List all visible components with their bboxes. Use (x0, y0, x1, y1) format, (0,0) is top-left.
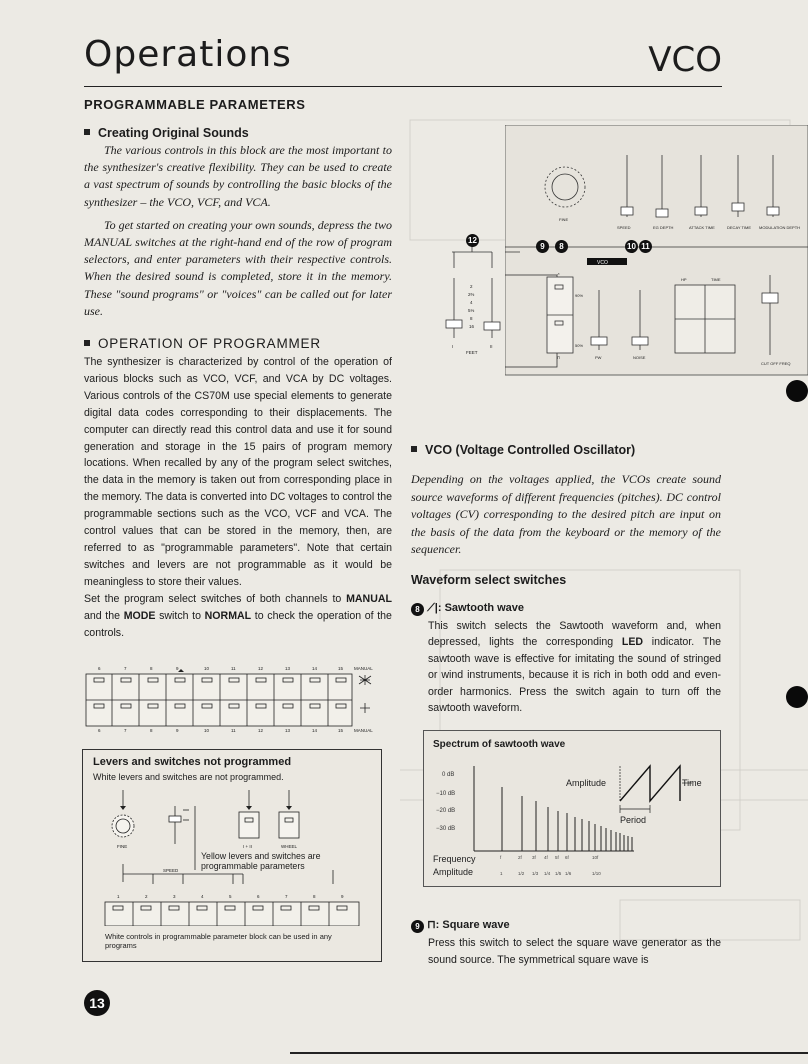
panel-pct-90: 90% (575, 293, 584, 298)
db-label: 0 dB (442, 772, 455, 778)
feet-roman-i: I (452, 344, 454, 349)
box-title: Levers and switches not programmed (93, 756, 292, 768)
waveform-period-label: Period (620, 815, 647, 825)
frequency-row-label: Frequency (433, 854, 476, 864)
not-programmed-box (82, 749, 382, 962)
callout-10: 10 (625, 240, 638, 253)
grid-top-number: 10 (204, 666, 210, 671)
square-number-badge: 9 (411, 920, 424, 933)
header-rule (84, 86, 722, 87)
amp-value: 1 (500, 871, 503, 876)
grid-top-number: 11 (231, 666, 236, 671)
sawtooth-icon: ⟋|: (427, 601, 442, 614)
vco-paragraph: Depending on the voltages applied, the VCOs create sound source waveforms of different frequencies (pitches). DC control voltages (CV) corresponding to the desired pitch are input on the basis of the data from the keyboard or the memory of the sequencer. (411, 472, 721, 556)
grid-bottom-number: 15 (338, 728, 344, 733)
grid-top-number: 9 (176, 666, 179, 671)
box-row-number: 9 (341, 894, 344, 899)
panel-saw-label: ⩘ (557, 271, 560, 276)
panel-pw-label: PW (595, 355, 602, 360)
box-yellow-note: Yellow levers and switches are programmable parameters (201, 851, 321, 871)
right-column (411, 443, 721, 717)
creating-paragraph-1: The various controls in this block are the most important to the synthesizer's creative flexibility. They can be used to create a vast spectrum of sounds by controlling the basic blocks of the synthesizer – the VCO, VCF, and VCA. (84, 143, 392, 209)
panel-cutoff-label: CUT OFF FREQ (761, 361, 791, 366)
panel-vco-label: VCO (597, 260, 608, 266)
box-wheel-label: WHEEL (281, 844, 298, 849)
box-subtitle: White levers and switches are not programmed. (93, 772, 284, 782)
edge-tab-marker (786, 686, 808, 708)
panel-mod-label: MODULATION DEPTH (759, 225, 801, 230)
db-label: −20 dB (436, 808, 456, 814)
page-number: 13 (84, 990, 110, 1016)
amp-value: 1/10 (592, 871, 601, 876)
amp-value: 1/5 (555, 871, 562, 876)
programmer-paragraph-2: Set the program select switches of both channels to MANUAL and the MODE switch to NORMAL to check the operation of the controls. (84, 592, 392, 639)
grid-bottom-number: 6 (98, 728, 101, 733)
grid-bottom-number: 8 (150, 728, 153, 733)
box-row-number: 3 (173, 894, 176, 899)
callout-11: 11 (639, 240, 652, 253)
grid-top-number: 8 (150, 666, 153, 671)
section-label: VCO (648, 40, 722, 80)
amp-value: 1/3 (532, 871, 539, 876)
grid-manual-label: MANUAL (354, 666, 373, 671)
programmer-heading: OPERATION OF PROGRAMMER (84, 336, 392, 351)
feet-roman-ii: II (490, 344, 493, 349)
panel-noise-label: NOISE (633, 355, 646, 360)
db-label: −10 dB (436, 791, 456, 797)
grid-bottom-number: 14 (312, 728, 318, 733)
panel-pct-50: 50% (575, 343, 584, 348)
box-speed-label: SPEED (163, 868, 179, 873)
feet-mark: 16 (469, 324, 475, 329)
grid-bottom-number: 9 (176, 728, 179, 733)
callout-9: 9 (536, 240, 549, 253)
grid-top-number: 13 (285, 666, 291, 671)
spectrum-chart (424, 751, 720, 886)
amp-value: 1/4 (544, 871, 551, 876)
freq-value: 10f (592, 855, 599, 860)
edge-tab-marker (786, 380, 808, 402)
saw-number-badge: 8 (411, 603, 424, 616)
grid-bottom-number: 11 (231, 728, 236, 733)
grid-top-number: 7 (124, 666, 127, 671)
amp-value: 1/6 (565, 871, 572, 876)
box-row-number: 4 (201, 894, 204, 899)
panel-fine-label: FINE (559, 217, 569, 222)
panel-decay-label: DECAY TIME (727, 225, 752, 230)
spectrum-title: Spectrum of sawtooth wave (433, 739, 566, 750)
grid-bottom-number: 7 (124, 728, 127, 733)
box-footer: White controls in programmable parameter block can be used in any programs (105, 932, 332, 950)
feet-slider-group (432, 228, 512, 358)
feet-label: FEET (466, 350, 478, 355)
freq-value: 6f (565, 855, 569, 860)
square-wave-icon: ⊓: (427, 919, 440, 931)
panel-speed-label: SPEED (617, 225, 631, 230)
freq-value: 4f (544, 855, 548, 860)
freq-value: 2f (518, 855, 522, 860)
amplitude-row-label: Amplitude (433, 867, 474, 877)
panel-attack-label: ATTACK TIME (689, 225, 715, 230)
box-row-number: 6 (257, 894, 260, 899)
saw-heading: 8 ⟋|: Sawtooth wave (411, 602, 721, 616)
section-title: PROGRAMMABLE PARAMETERS (84, 97, 306, 112)
grid-bottom-number: 12 (258, 728, 264, 733)
grid-arrow-icon (178, 669, 184, 672)
page-title: Operations (84, 34, 292, 75)
square-paragraph: Press this switch to select the square wave generator as the sound source. The symmetrical square wave is (428, 937, 721, 966)
square-heading: 9 ⊓: Square wave (411, 918, 721, 933)
creating-paragraph-2: To get started on creating your own sounds, depress the two MANUAL switches at the right-hand end of the row of program selectors, and enter parameters with their respective controls. When the desired sound is completed, store it in the memory. These "sound programs" or "voices" can be called out for later use. (84, 217, 392, 318)
grid-top-number: 12 (258, 666, 264, 671)
db-label: −30 dB (436, 826, 456, 832)
program-switch-grid (84, 664, 380, 734)
box-row-number: 7 (285, 894, 288, 899)
box-row-number: 1 (117, 894, 120, 899)
panel-time-label: TIME (711, 277, 721, 282)
square-section (411, 918, 721, 968)
box-row-number: 5 (229, 894, 232, 899)
saw-paragraph: This switch selects the Sawtooth waveform and, when depressed, lights the corresponding LED indicator. The sawtooth wave is effective for imitating the sound of stringed or wind instruments, because it is rich in both odd and even-order harmonics. Press the switch again to turn off the sawtooth waveform. (428, 619, 721, 715)
grid-top-number: 15 (338, 666, 344, 671)
sawtooth-waveform (620, 766, 680, 801)
feet-mark: 8 (470, 316, 473, 321)
grid-manual-label: MANUAL (354, 728, 373, 733)
waveform-amplitude-label: Amplitude (566, 778, 607, 788)
grid-top-number: 6 (98, 666, 101, 671)
sawtooth-spectrum-box (423, 730, 721, 887)
panel-hp-label: HP (681, 277, 687, 282)
callout-8: 8 (555, 240, 568, 253)
panel-eg-label: EG DEPTH (653, 225, 674, 230)
vco-panel-illustration (505, 125, 808, 385)
feet-mark: 4 (470, 300, 473, 305)
feet-mark: 2⅔ (468, 292, 475, 297)
creating-heading: Creating Original Sounds (84, 126, 392, 140)
left-column (84, 97, 392, 641)
freq-value: 5f (555, 855, 559, 860)
panel-square-label: ⊓ (557, 355, 561, 360)
footer-rule (290, 1052, 808, 1054)
vco-heading: VCO (Voltage Controlled Oscillator) (411, 443, 721, 457)
amp-value: 1/2 (518, 871, 525, 876)
waveform-time-label: Time (682, 778, 702, 788)
freq-value: 3f (532, 855, 536, 860)
box-iii-label: I + II (243, 844, 252, 849)
grid-bottom-number: 13 (285, 728, 291, 733)
feet-mark: 5⅓ (468, 308, 475, 313)
programmer-paragraph-1: The synthesizer is characterized by control of the operation of various blocks such as VCO, VCF, and VCA by DC voltages. Various controls of the CS70M use special elements to generate digital data codes corresponding to their displacements. The computer can directly read this control data and use it for sound generation and storage in the 15 pairs of program memory locations. When recalled by any of the program select switches, the data in the memory is taken out from corresponding place in the memory. The data is converted into DC voltages to control the programmable sections such as the VCO, VCF and VCA. The control values that can be stored in the memory, then, are referred to as "programmable parameters". Note that certain switches and levers are not programmable as it would be meaningless to store their values. (84, 356, 392, 588)
feet-mark: 2 (470, 284, 473, 289)
grid-bottom-number: 10 (204, 728, 210, 733)
freq-value: f (500, 855, 502, 860)
box-fine-label: FINE (117, 844, 128, 849)
box-row-number: 2 (145, 894, 148, 899)
grid-top-number: 14 (312, 666, 318, 671)
callout-12: 12 (466, 234, 479, 247)
box-row-number: 8 (313, 894, 316, 899)
waveform-heading: Waveform select switches (411, 572, 567, 587)
